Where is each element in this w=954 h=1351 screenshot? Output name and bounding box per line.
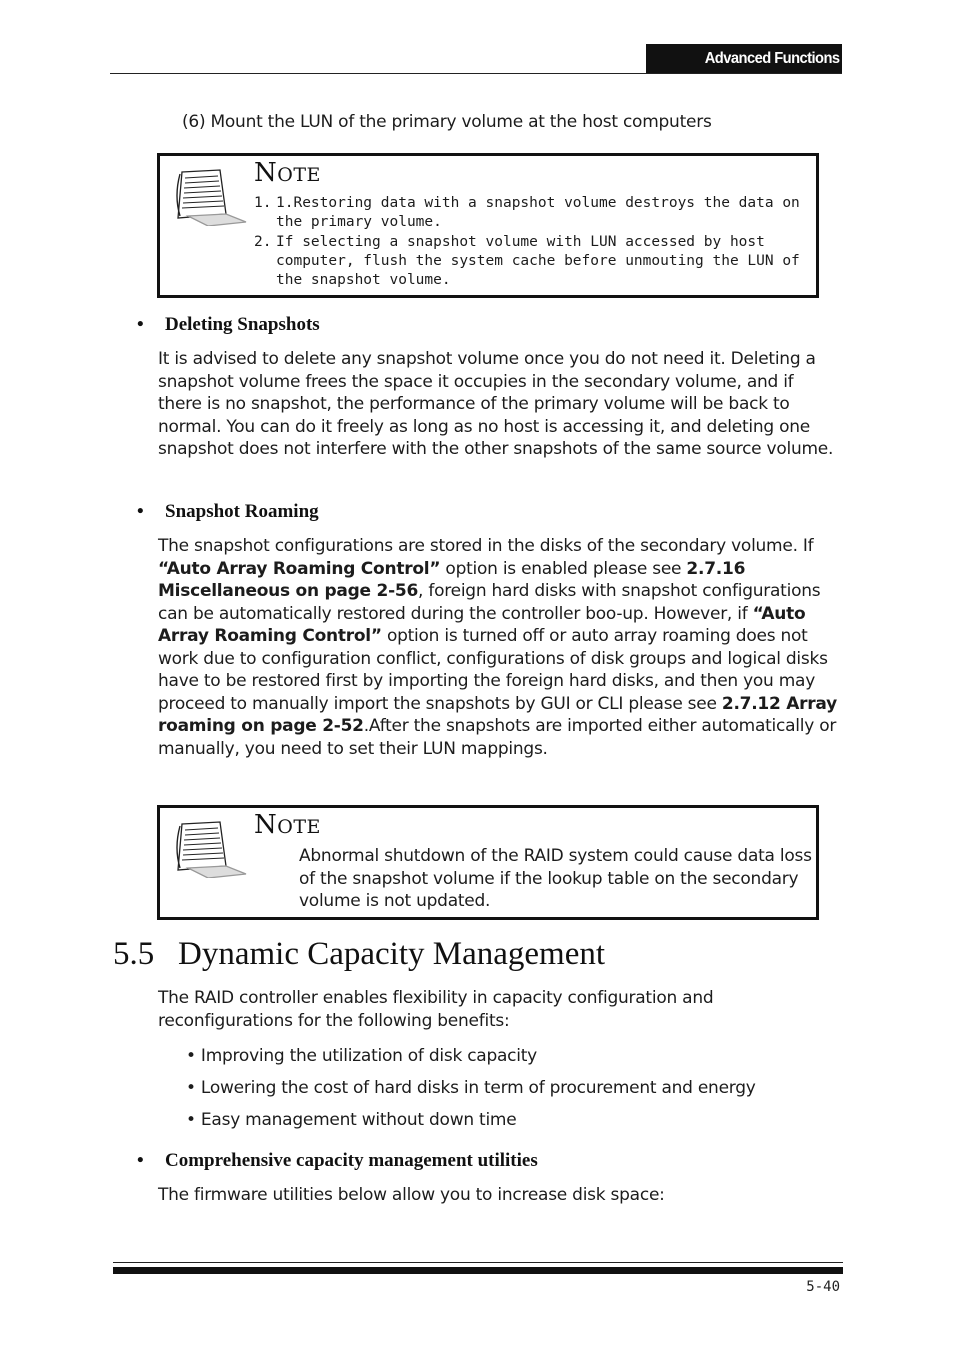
footer-rule-thick (113, 1267, 843, 1274)
section-title: 5.5 Dynamic Capacity Management (113, 936, 606, 972)
header-rule (110, 73, 842, 74)
list-item: • Easy management without down time (186, 1110, 517, 1130)
list-item: • Lowering the cost of hard disks in term of procurement and energy (186, 1078, 756, 1098)
snapshot-roaming-heading: • Snapshot Roaming (137, 501, 319, 522)
deleting-snapshots-heading: • Deleting Snapshots (137, 314, 320, 335)
deleting-snapshots-paragraph: It is advised to delete any snapshot volume once you do not need it. Deleting a snapshot volume frees the space it occupies in the secondary volume, and if there is no snapshot, the performance of the primary volume will be back to normal. You can do it freely as long as no host is accessing it, and deleting one snapshot does not interfere with the other snapshots of the same source volume. (158, 349, 834, 459)
running-header-title: Advanced Functions (705, 50, 840, 67)
list-item: • Improving the utilization of disk capacity (186, 1046, 537, 1066)
running-header (646, 44, 842, 74)
utilities-heading: • Comprehensive capacity management utilities (137, 1150, 538, 1171)
note-box-2 (157, 805, 819, 920)
notepad-icon (168, 818, 248, 878)
page-number: 5-40 (806, 1279, 840, 1295)
footer-rule-thin (113, 1262, 843, 1263)
note-2-text: Abnormal shutdown of the RAID system could cause data loss of the snapshot volume if the lookup table on the secondary volume is not updated. (299, 846, 812, 911)
benefits-list (186, 1045, 846, 1141)
notepad-icon (168, 166, 248, 226)
list-item: 2. If selecting a snapshot volume with LUN accessed by host computer, flush the system cache before unmouting the LUN of the snapshot volume. (254, 233, 800, 289)
note-1-title: NOTE (254, 158, 321, 188)
list-item: 1. 1.Restoring data with a snapshot volume destroys the data on the primary volume. (254, 195, 800, 231)
section-intro: The RAID controller enables flexibility in capacity configuration and reconfigurations for the following benefits: (158, 988, 714, 1031)
note-1-list (254, 194, 814, 290)
note-box-1 (157, 153, 819, 298)
step-6-text: (6) Mount the LUN of the primary volume at the host computers (182, 112, 712, 132)
snapshot-roaming-paragraph: The snapshot configurations are stored in the disks of the secondary volume. If “Auto Array Roaming Control” option is enabled please see 2.7.16 Miscellaneous on page 2-56, foreign hard disks with snapshot configurations can be automatically restored during the controller boo-up. However, if “Auto Array Roaming Control” option is turned off or auto array roaming does not work due to configuration conflict, configurations of disk groups and logical disks have to be restored first by importing the foreign hard disks, and then you may proceed to manually import the snapshots by GUI or CLI please see 2.7.12 Array roaming on page 2-52.After the snapshots are imported either automatically or manually, you need to set their LUN mappings. (158, 536, 837, 759)
utilities-paragraph: The firmware utilities below allow you to increase disk space: (158, 1185, 665, 1205)
note-2-title: NOTE (254, 810, 321, 840)
